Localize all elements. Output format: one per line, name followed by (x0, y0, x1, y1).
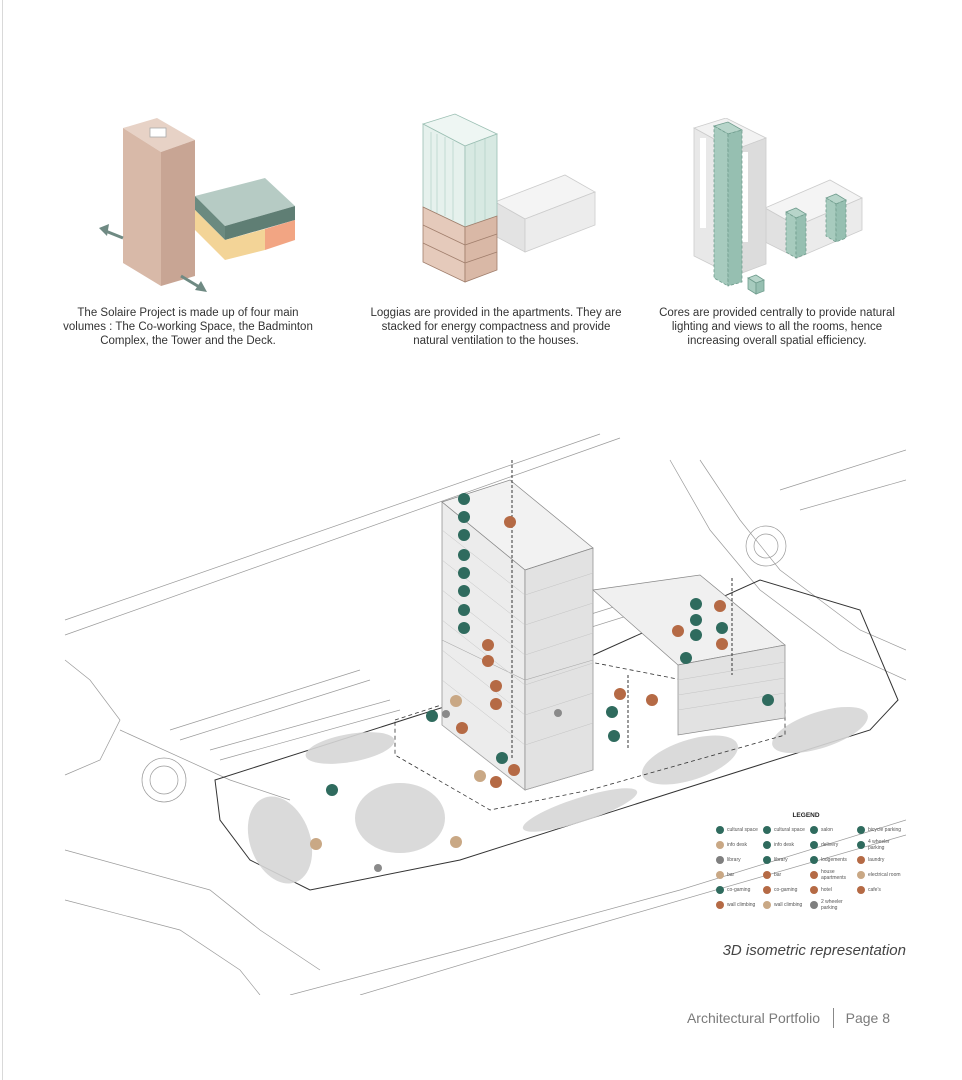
legend-item (716, 840, 763, 850)
legend-item (810, 855, 857, 865)
legend-item (763, 900, 810, 910)
legend-icon (857, 826, 865, 834)
legend-item (810, 870, 857, 880)
legend-label: co-gaming (727, 887, 751, 893)
legend-icon (716, 856, 724, 864)
legend-icon (810, 901, 818, 909)
legend-label: cultural space (774, 827, 805, 833)
legend-title: LEGEND (792, 812, 820, 819)
legend-item (716, 855, 763, 865)
legend-icon (763, 826, 771, 834)
cores-diagram (690, 118, 870, 298)
legend-label: info desk (774, 842, 795, 848)
legend-item (857, 825, 904, 835)
legend-item (810, 825, 857, 835)
footer-portfolio: Architectural Portfolio (686, 1010, 820, 1026)
legend-item (716, 870, 763, 880)
legend-item (810, 885, 857, 895)
isometric-title: 3D isometric representation (722, 942, 906, 959)
legend-label: hotel (821, 887, 832, 893)
legend-label: cafe's (868, 887, 881, 893)
legend-label: 4 wheeler parking (868, 839, 890, 851)
caption-cores: Cores are provided centrally to provide natural lighting and views to all the rooms, hence increasing overall spatial efficiency. (659, 307, 895, 347)
legend-icon (810, 871, 818, 879)
legend-icon (716, 841, 724, 849)
legend-icon (810, 886, 818, 894)
legend-icon (857, 886, 865, 894)
loggias-diagram (415, 112, 600, 287)
legend-label: cultural space (727, 827, 758, 833)
volumes-diagram (95, 118, 315, 298)
legend-label: 2 wheeler parking (821, 899, 843, 911)
legend-item (763, 870, 810, 880)
legend (716, 812, 906, 912)
legend-item (810, 840, 857, 850)
legend-label: bar (727, 872, 735, 878)
legend-label: bar (774, 872, 782, 878)
legend-icon (810, 856, 818, 864)
page-border (2, 0, 3, 1080)
footer (600, 1008, 890, 1030)
legend-label: wall climbing (727, 902, 756, 908)
legend-label: library (727, 857, 741, 863)
legend-icon (810, 826, 818, 834)
footer-divider (833, 1008, 834, 1028)
legend-item (857, 855, 904, 865)
legend-item (763, 885, 810, 895)
legend-icon (763, 871, 771, 879)
legend-icon (763, 856, 771, 864)
legend-item (763, 855, 810, 865)
legend-item (716, 900, 763, 910)
legend-label: delivery (821, 842, 839, 848)
legend-label: library (774, 857, 788, 863)
legend-item (716, 885, 763, 895)
legend-icon (763, 841, 771, 849)
legend-label: lodgements (821, 857, 847, 863)
legend-icon (857, 841, 865, 849)
legend-icon (763, 886, 771, 894)
legend-label: bicycle parking (868, 827, 902, 833)
legend-item (857, 840, 904, 850)
caption-loggias: Loggias are provided in the apartments. They are stacked for energy compactness and provide natural ventilation to the houses. (370, 307, 622, 347)
legend-item (810, 900, 857, 910)
legend-label: laundry (868, 857, 885, 863)
legend-icon (857, 856, 865, 864)
legend-item (857, 870, 904, 880)
legend-item (763, 825, 810, 835)
legend-label: salon (821, 827, 833, 833)
legend-item (763, 840, 810, 850)
legend-icon (810, 841, 818, 849)
legend-grid (716, 825, 906, 910)
legend-icon (716, 886, 724, 894)
caption-volumes: The Solaire Project is made up of four main volumes : The Co-working Space, the Badminton Complex, the Tower and the Deck. (63, 307, 313, 347)
legend-label: co-gaming (774, 887, 798, 893)
legend-icon (716, 901, 724, 909)
legend-label: info desk (727, 842, 748, 848)
legend-label: electrical room (868, 872, 901, 878)
footer-page-number: Page 8 (845, 1010, 890, 1026)
legend-label: wall climbing (774, 902, 803, 908)
legend-icon (857, 871, 865, 879)
legend-icon (716, 826, 724, 834)
legend-item (857, 885, 904, 895)
legend-icon (763, 901, 771, 909)
legend-item (716, 825, 763, 835)
legend-icon (716, 871, 724, 879)
legend-label: house apartments (821, 869, 847, 881)
